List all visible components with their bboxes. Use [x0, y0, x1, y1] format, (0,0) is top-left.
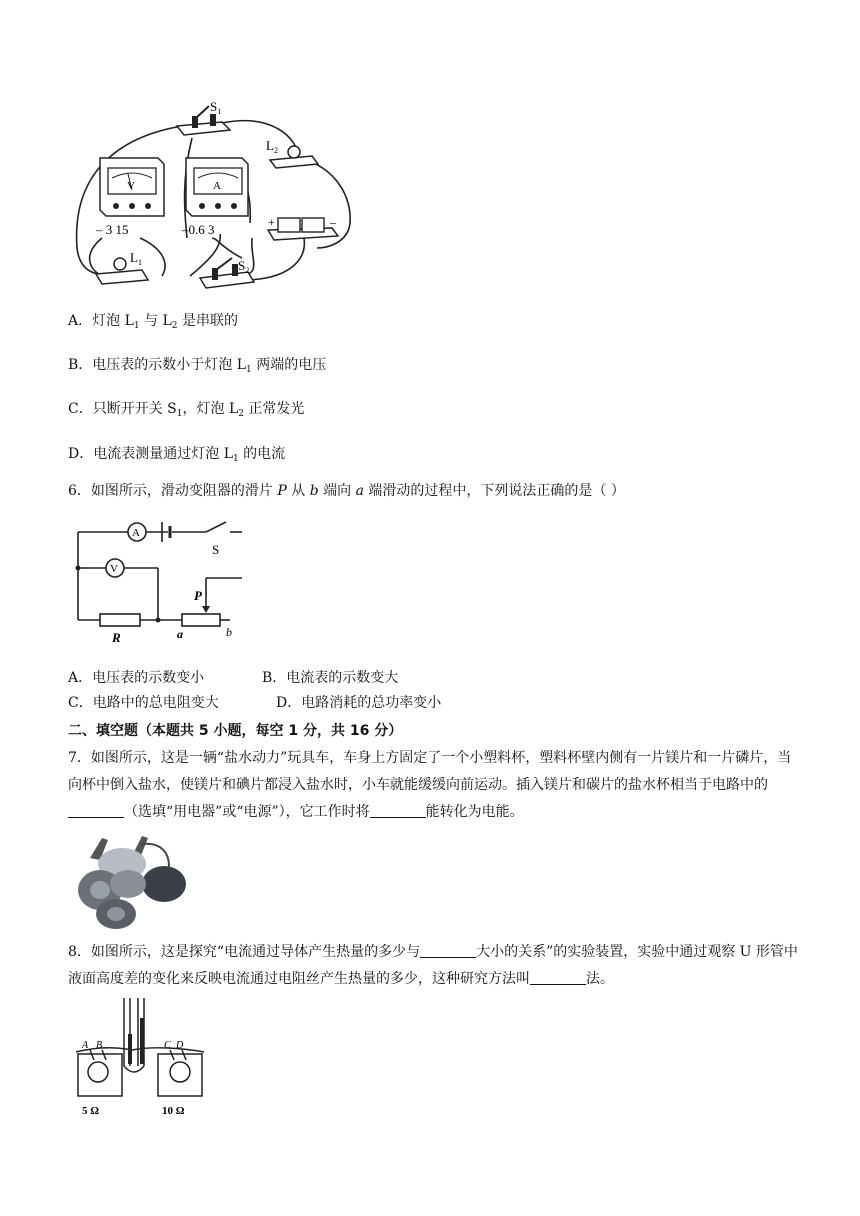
switch-s1 — [177, 99, 230, 135]
q6-end-b-label: b — [226, 625, 232, 639]
q8-right-resistance: 10 Ω — [162, 1105, 185, 1117]
q5-option-c: C．只断开开关 $S_1$，灯泡 $L_2$ 正常发光 — [68, 401, 305, 419]
q8-label-c: C — [164, 1040, 171, 1051]
q7-text: 7．如图所示，这是一辆“盐水动力”玩具车，车身上方固定了一个小塑料杯，塑料杯壁内侧有一片镁片和一片磷片，当向杯中倒入盐水，使镁片和碘片都浸入盐水时，小车就能缓缓向前运动。插入镁片和碳片的盐水杯相当于电路中的（选填“用电器”或“电源”），它工作时将 能转化为电能。 — [68, 750, 792, 820]
q6-option-a: A．电压表的示数变小 — [68, 670, 205, 686]
q6-option-c: C．电路中的总电阻变大 — [68, 695, 219, 711]
ammeter — [181, 158, 248, 237]
q7-blank-2[interactable] — [370, 803, 426, 818]
bulb-l2 — [266, 138, 318, 168]
switch-s2 — [200, 258, 254, 288]
bulb-l1 — [96, 250, 148, 284]
q8-label-b: B — [96, 1040, 103, 1051]
voltmeter-letter: V — [127, 180, 135, 192]
voltmeter-terminals: – 3 15 — [96, 222, 129, 237]
q7-blank-1[interactable] — [68, 803, 124, 818]
q8-label-d: D — [176, 1040, 184, 1051]
battery — [268, 215, 338, 240]
l1-label: $L_1$ — [130, 250, 142, 267]
q8-left-resistance: 5 Ω — [82, 1105, 100, 1117]
q8-blank-2[interactable] — [530, 970, 586, 985]
s1-label: $S_1$ — [210, 99, 222, 116]
q6-rheostat — [182, 614, 220, 626]
q5-option-a: A．灯泡 $L_1$ 与 $L_2$ 是串联的 — [68, 313, 238, 331]
q5-option-d: D．电流表测量通过灯泡 $L_1$ 的电流 — [68, 446, 286, 464]
q8-blank-1[interactable] — [420, 943, 476, 958]
q6-stem: 6．如图所示，滑动变阻器的滑片 P 从 b 端向 a 端滑动的过程中，下列说法正确的是（ ） — [68, 483, 625, 499]
q6-option-b: B．电流表的示数变大 — [262, 670, 399, 686]
q5-circuit-figure — [72, 98, 362, 294]
voltmeter — [95, 158, 164, 237]
q7-toy-car-figure — [72, 834, 192, 930]
q8-text: 8．如图所示，这是探究“电流通过导体产生热量的多少与 大小的关系”的实验装置，实验中通过观察 U 形管中液面高度差的变化来反映电流通过电阻丝产生热量的多少，这种研究方法叫 法。 — [68, 944, 798, 987]
q6-circuit-figure — [70, 514, 250, 648]
q8-label-a: A — [82, 1040, 89, 1051]
q8-u-tube-figure — [72, 994, 208, 1120]
section-2-heading: 二、填空题（本题共 5 小题，每空 1 分，共 16 分） — [68, 723, 403, 739]
battery-minus: – — [330, 215, 336, 229]
q6-switch-label: S — [212, 542, 220, 557]
ammeter-letter: A — [213, 180, 221, 192]
q6-resistor-r — [100, 614, 140, 626]
q6-resistor-label: R — [112, 630, 121, 645]
s2-label: $S_2$ — [238, 258, 250, 275]
q5-option-b: B．电压表的示数小于灯泡 $L_1$ 两端的电压 — [68, 357, 327, 375]
ammeter-terminals: –0.6 3 — [182, 222, 215, 237]
q6-voltmeter-label: V — [110, 563, 118, 575]
q6-ammeter-label: A — [132, 527, 140, 539]
l2-label: $L_2$ — [266, 138, 278, 155]
battery-plus: + — [268, 215, 275, 229]
q6-option-d: D．电路消耗的总功率变小 — [276, 695, 442, 711]
q6-end-a-label: a — [177, 627, 183, 641]
q6-slider-label: P — [194, 588, 202, 603]
